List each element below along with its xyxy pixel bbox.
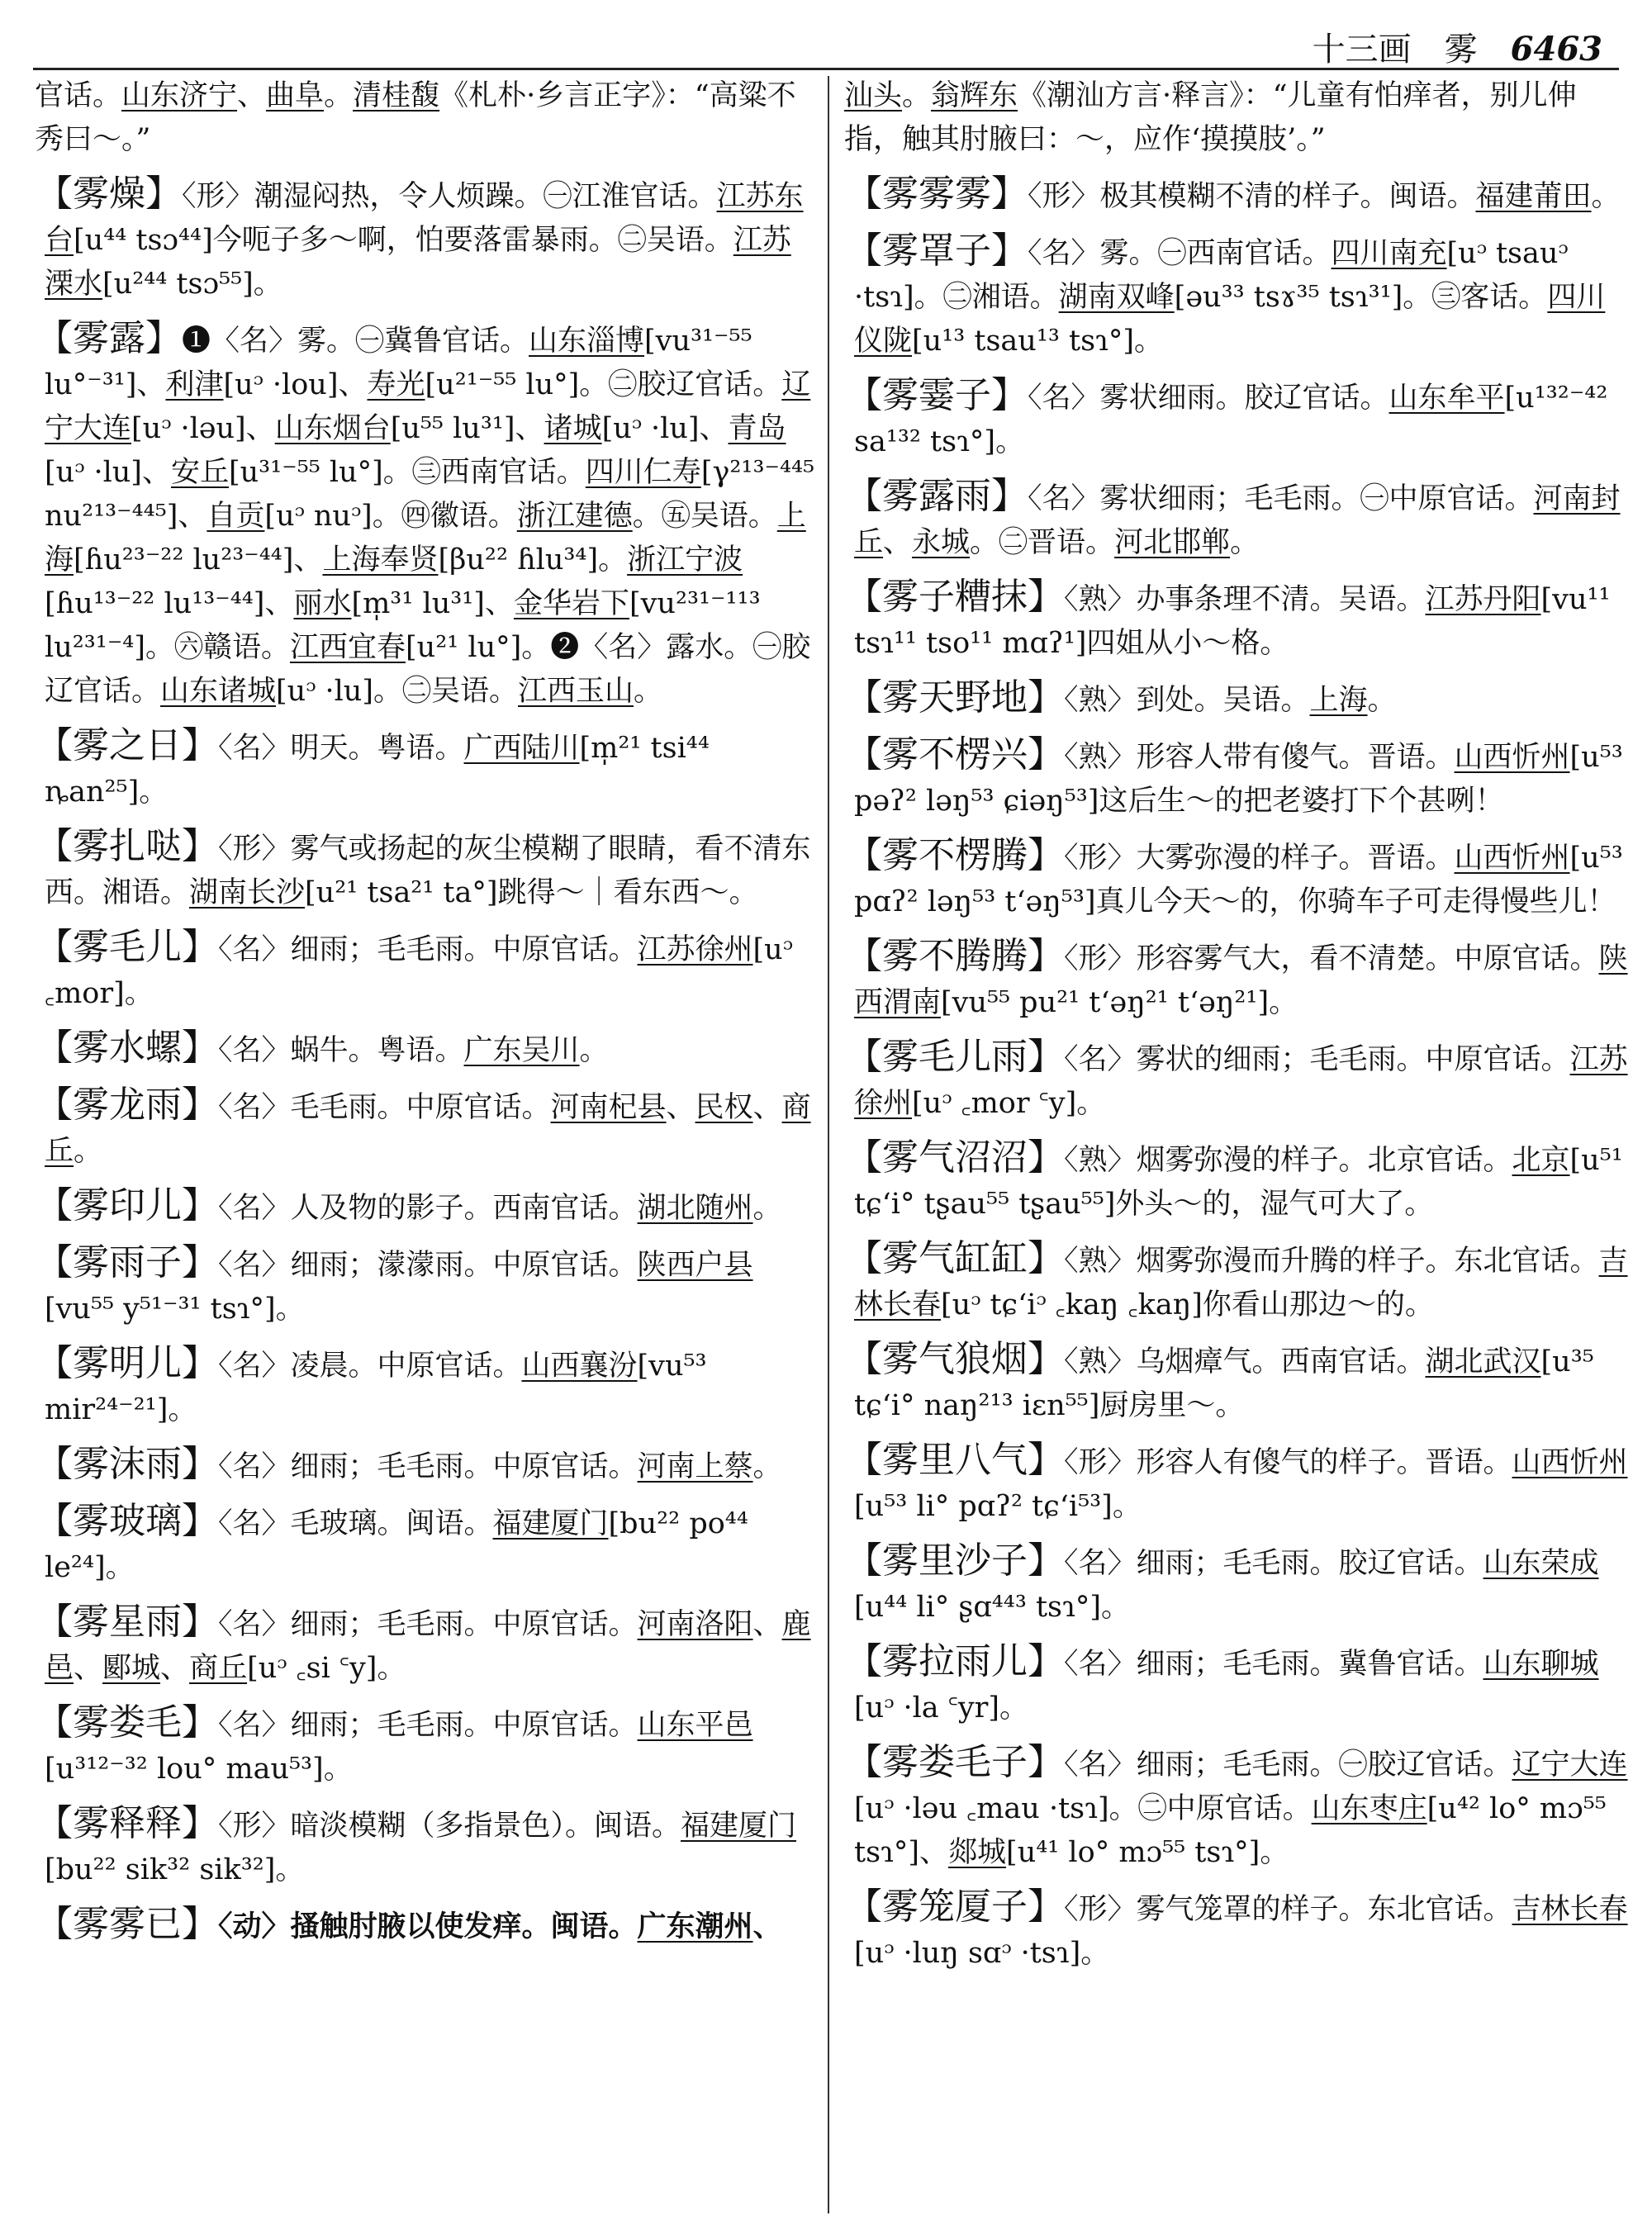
entry-text: 〈熟〉烟雾弥漫而升腾的样子。东北官话。: [1064, 1245, 1599, 1278]
entry-text: 〈名〉人及物的影子。西南官话。: [218, 1192, 638, 1225]
dictionary-entry: [35, 1701, 818, 1791]
headword: 【雾笼厦子】: [846, 1886, 1064, 1928]
headword: 【雾星雨】: [36, 1601, 218, 1643]
place-name: 金华岩下: [513, 587, 629, 620]
place-name: 山东济宁: [121, 79, 238, 112]
entry-text: [vu¹¹ tsɿ¹¹ tso¹¹ mɑʔ¹]四姐从小～格。: [854, 583, 1611, 660]
entry-text: 。: [324, 79, 354, 112]
left-column: [35, 74, 818, 1959]
place-name: 江西宜春: [290, 631, 406, 664]
entry-text: [u³¹²⁻³² lou° mau⁵³]。: [45, 1753, 353, 1786]
headword: 【雾里沙子】: [846, 1540, 1064, 1582]
entry-text: [uᵓ ·lu]。㊁吴语。: [276, 675, 518, 708]
entry-text: [u⁵³ pɑʔ² ləŋ⁵³ tʻəŋ⁵³]真儿今天～的，你骑车子可走得慢些儿！: [854, 842, 1623, 918]
entry-text: 〈名〉明天。粤语。: [218, 732, 464, 765]
place-name: 民权: [695, 1091, 753, 1124]
dictionary-entry: [35, 1801, 818, 1892]
dictionary-entry: [844, 172, 1629, 219]
entry-text: 、: [237, 79, 267, 112]
place-name: 商丘: [189, 1652, 248, 1685]
entry-text: 。㊁晋语。: [970, 526, 1115, 559]
entry-text: 、: [752, 1910, 782, 1943]
entry-text: [u¹³ tsau¹³ tsɿ°]。: [912, 325, 1164, 358]
dictionary-entry: [35, 172, 818, 306]
place-name: 山东枣庄: [1311, 1792, 1427, 1825]
page-number: 6463: [1510, 30, 1602, 69]
entry-text: 、: [752, 1091, 782, 1124]
entry-text: [uᵓ ꜀mor]。: [45, 933, 793, 1010]
place-name: 湖北随州: [637, 1192, 753, 1225]
entry-text: 〈名〉毛毛雨。中原官话。: [218, 1091, 551, 1124]
dictionary-entry: [844, 1236, 1629, 1327]
headword: 【雾水螺】: [36, 1027, 218, 1069]
entry-text: [vu³¹⁻⁵⁵ lu°⁻³¹]、: [45, 325, 752, 401]
headword: 【雾拉雨儿】: [846, 1640, 1064, 1682]
entry-text: [ɦu¹³⁻²² lu¹³⁻⁴⁴]、: [45, 587, 294, 620]
dictionary-entry: [844, 1639, 1629, 1730]
place-name: 河南上蔡: [637, 1450, 753, 1483]
headword: 【雾天野地】: [846, 676, 1064, 719]
entry-text: 〈名〉细雨；毛毛雨。中原官话。: [218, 1709, 638, 1742]
place-name: 广西陆川: [463, 732, 580, 765]
place-name: 郾城: [102, 1652, 161, 1685]
entry-text: 〈名〉蜗牛。粤语。: [218, 1034, 464, 1067]
entry-text: [u¹³²⁻⁴² sa¹³² tsɿ°]。: [854, 382, 1608, 458]
dictionary-entry: [844, 1885, 1629, 1976]
dictionary-entry: [844, 74, 1629, 162]
entry-text: ❶〈名〉雾。㊀冀鲁官话。: [182, 325, 529, 358]
entry-text: 〈形〉潮湿闷热，令人烦躁。㊀江淮官话。: [182, 180, 717, 213]
place-name: 寿光: [367, 368, 425, 401]
headword: 【雾毛儿】: [36, 926, 218, 968]
place-name: 湖北武汉: [1425, 1345, 1541, 1378]
entry-text: 〈熟〉到处。吴语。: [1064, 684, 1310, 717]
entry-text: 〈名〉细雨；毛毛雨。中原官话。: [218, 933, 638, 966]
entry-text: 。: [634, 675, 663, 708]
dictionary-entry: [35, 1083, 818, 1174]
headword: 【雾气狼烟】: [846, 1338, 1064, 1380]
place-name: 广东潮州: [637, 1910, 753, 1943]
place-name: 山西忻州: [1512, 1446, 1628, 1479]
entry-text: 〈形〉雾气或扬起的灰尘模糊了眼睛，看不清东西。湘语。: [45, 833, 811, 909]
place-name: 河南杞县: [550, 1091, 667, 1124]
entry-text: [ɦu²³⁻²² lu²³⁻⁴⁴]、: [74, 543, 323, 576]
entry-text: [u⁵⁵ lu³¹]、: [390, 412, 544, 445]
headword: 【雾明儿】: [36, 1342, 218, 1384]
entry-text: [u²¹⁻⁵⁵ lu°]。㊁胶辽官话。: [425, 368, 782, 401]
entry-text: [u⁴¹ lo° mɔ⁵⁵ tsɿ°]。: [1006, 1836, 1289, 1869]
entry-text: [uᵓ ꜀si ꜂y]。: [247, 1652, 406, 1685]
headword: 【雾不楞腾】: [846, 834, 1064, 876]
dictionary-entry: [844, 833, 1629, 924]
headword: 【雾气沼沼】: [846, 1136, 1064, 1179]
entry-text: [vu⁵³ mir²⁴⁻²¹]。: [45, 1350, 707, 1426]
place-name: 上海: [45, 500, 806, 576]
headword: 【雾露】: [36, 317, 182, 359]
entry-text: [uᵓ ·lou]、: [223, 368, 368, 401]
entry-text: 〈名〉雾。㊀西南官话。: [1028, 237, 1332, 270]
dictionary-entry: [35, 316, 818, 714]
entry-text: 〈形〉极其模糊不清的样子。闽语。: [1028, 180, 1476, 213]
dictionary-entry: [844, 1337, 1629, 1428]
place-name: 丽水: [293, 587, 352, 620]
headword: 【雾玻璃】: [36, 1500, 218, 1542]
headword: 【雾雾雾】: [846, 173, 1028, 215]
entry-text: 〈名〉细雨；毛毛雨。冀鲁官话。: [1064, 1648, 1483, 1681]
dictionary-entry: [35, 1902, 818, 1949]
entry-text: 、: [883, 526, 913, 559]
headword: 【雾娄毛子】: [846, 1741, 1064, 1783]
dictionary-entry: [844, 474, 1629, 565]
dictionary-entry: [844, 1539, 1629, 1630]
place-name: 北京: [1512, 1144, 1570, 1177]
dictionary-entry: [35, 1026, 818, 1073]
headword: 【雾雾已】: [36, 1903, 218, 1945]
place-name: 陕西渭南: [854, 942, 1628, 1019]
headword: 【雾露雨】: [846, 475, 1028, 517]
dictionary-entry: [35, 74, 818, 162]
dictionary-entry: [35, 925, 818, 1016]
entry-text: 、: [752, 1608, 782, 1641]
place-name: 江苏丹阳: [1425, 583, 1541, 616]
headword: 【雾罩子】: [846, 230, 1028, 272]
entry-text: [uᵓ tɕʻiᵓ ꜀kaŋ ꜀kaŋ]你看山那边～的。: [941, 1288, 1434, 1321]
entry-text: [u⁵³ li° pɑʔ² tɕʻi⁵³]。: [854, 1490, 1142, 1523]
entry-text: [βu²² ɦlu³⁴]。: [438, 543, 628, 576]
entry-text: 。: [1367, 684, 1397, 717]
entry-text: [uᵓ ꜀mor ꜂y]。: [912, 1087, 1106, 1120]
dictionary-entry: [844, 1136, 1629, 1226]
column-divider: [828, 76, 829, 2213]
entry-text: 〈名〉凌晨。中原官话。: [218, 1350, 522, 1383]
headword: 【雾雨子】: [36, 1241, 218, 1283]
right-column: [844, 74, 1629, 1986]
entry-text: 〈熟〉乌烟瘴气。西南官话。: [1064, 1345, 1426, 1378]
place-name: 山西忻州: [1454, 842, 1570, 875]
headword: 【雾不楞兴】: [846, 733, 1064, 776]
dictionary-entry: [35, 1241, 818, 1331]
dictionary-entry: [844, 1035, 1629, 1126]
place-name: 四川南充: [1331, 237, 1447, 270]
entry-text: [uᵓ nuᵓ]。㊃徽语。: [264, 500, 517, 533]
headword: 【雾子糟抹】: [846, 576, 1064, 618]
place-name: 郯城: [948, 1836, 1007, 1869]
place-name: 河北邯郸: [1114, 526, 1231, 559]
place-name: 山东牟平: [1389, 382, 1505, 415]
section-label: 十三画 雾: [1312, 31, 1478, 69]
place-name: 四川仁寿: [585, 456, 701, 489]
entry-text: 〈名〉细雨；毛毛雨。㊀胶辽官话。: [1064, 1748, 1512, 1782]
place-name: 清桂馥: [353, 79, 440, 112]
entry-text: 《札朴·乡言正字》：“高粱不秀曰～。”: [35, 79, 796, 156]
entry-text: 〈形〉暗淡模糊（多指景色）。闽语。: [218, 1810, 681, 1843]
entry-text: [vu⁵⁵ y⁵¹⁻³¹ tsɿ°]。: [45, 1293, 305, 1326]
dictionary-entry: [844, 733, 1629, 823]
entry-text: 。: [579, 1034, 609, 1067]
entry-text: [uᵓ ·lu]、: [45, 456, 171, 489]
entry-text: [u²¹ lu°]。❷〈名〉露水。㊀胶辽官话。: [45, 631, 811, 708]
dictionary-entry: [844, 1438, 1629, 1529]
place-name: 翁辉东: [931, 79, 1018, 112]
entry-text: 〈形〉雾气笼罩的样子。东北官话。: [1064, 1893, 1512, 1926]
entry-text: [vu⁵⁵ pu²¹ tʻəŋ²¹ tʻəŋ²¹]。: [941, 986, 1298, 1019]
dictionary-entry: [844, 229, 1629, 363]
headword: 【雾扎哒】: [36, 825, 218, 867]
entry-text: [uᵓ ·ləu]、: [131, 412, 275, 445]
page-header: [1313, 23, 1602, 70]
header-rule: [33, 68, 1619, 70]
entry-text: 〈熟〉烟雾弥漫的样子。北京官话。: [1064, 1144, 1512, 1177]
entry-text: 。: [752, 1450, 782, 1483]
entry-text: 〈熟〉办事条理不清。吴语。: [1064, 583, 1426, 616]
entry-text: 〈名〉雾状细雨。胶辽官话。: [1028, 382, 1389, 415]
entry-text: 〈名〉细雨；毛毛雨。胶辽官话。: [1064, 1547, 1483, 1580]
entry-text: 。: [752, 1192, 782, 1225]
place-name: 吉林长春: [854, 1245, 1628, 1321]
entry-text: 〈形〉形容雾气大，看不清楚。中原官话。: [1064, 942, 1599, 975]
place-name: 四川仪陇: [854, 281, 1606, 358]
entry-text: 〈形〉形容人有傻气的样子。晋语。: [1064, 1446, 1512, 1479]
dictionary-entry: [844, 1740, 1629, 1875]
place-name: 安丘: [170, 456, 229, 489]
entry-text: [uᵓ ·lu]、: [601, 412, 729, 445]
entry-text: [vu²³¹⁻¹¹³ lu²³¹⁻⁴]。㊅赣语。: [45, 587, 761, 664]
entry-text: [u³¹⁻⁵⁵ lu°]。㊂西南官话。: [228, 456, 586, 489]
place-name: 上海奉贤: [322, 543, 439, 576]
entry-text: [u⁴⁴ li° ʂɑ⁴⁴³ tsɿ°]。: [854, 1591, 1131, 1624]
entry-text: [uᵓ tsauᵓ ·tsɿ]。㊁湘语。: [854, 237, 1569, 314]
entry-text: 《潮汕方言·释言》：“儿童有怕痒者，别儿伸指，触其肘腋曰：～，应作‘摸摸肢’。”: [844, 79, 1577, 156]
place-name: 商丘: [45, 1091, 811, 1168]
headword: 【雾释释】: [36, 1802, 218, 1844]
place-name: 湖南长沙: [189, 876, 306, 909]
headword: 【雾霎子】: [846, 374, 1028, 416]
place-name: 福建厦门: [492, 1507, 609, 1540]
entry-text: 〈形〉大雾弥漫的样子。晋语。: [1064, 842, 1455, 875]
entry-text: 〈名〉毛玻璃。闽语。: [218, 1507, 493, 1540]
entry-text: 。: [902, 79, 932, 112]
headword: 【雾里八气】: [846, 1439, 1064, 1481]
place-name: 山东烟台: [274, 412, 391, 445]
place-name: 江苏东台: [45, 180, 804, 257]
entry-text: 〈动〉搔触肘腋以使发痒。闽语。: [218, 1910, 638, 1943]
dictionary-entry: [35, 1600, 818, 1691]
place-name: 河南洛阳: [637, 1608, 753, 1641]
place-name: 辽宁大连: [45, 368, 811, 445]
place-name: 鹿邑: [45, 1608, 811, 1685]
place-name: 山西襄汾: [521, 1350, 638, 1383]
entry-text: 。: [1591, 180, 1621, 213]
entry-text: 〈名〉雾状的细雨；毛毛雨。中原官话。: [1064, 1043, 1570, 1076]
entry-text: [u⁵³ pəʔ² ləŋ⁵³ ɕiəŋ⁵³]这后生～的把老婆打下个甚咧！: [854, 741, 1623, 818]
dictionary-entry: [35, 1341, 818, 1432]
place-name: 浙江宁波: [627, 543, 743, 576]
entry-text: 、: [666, 1091, 695, 1124]
dictionary-entry: [35, 1442, 818, 1489]
dictionary-entry: [35, 724, 818, 814]
place-name: 江西玉山: [518, 675, 634, 708]
entry-text: 〈名〉细雨；濛濛雨。中原官话。: [218, 1249, 638, 1282]
headword: 【雾毛儿雨】: [846, 1036, 1064, 1078]
place-name: 诸城: [544, 412, 602, 445]
entry-text: 〈熟〉形容人带有傻气。晋语。: [1064, 741, 1455, 774]
entry-text: [u⁴² lo° mɔ⁵⁵ tsɿ°]、: [854, 1792, 1607, 1869]
place-name: 江苏徐州: [637, 933, 753, 966]
headword: 【雾娄毛】: [36, 1701, 218, 1744]
headword: 【雾不腾腾】: [846, 935, 1064, 977]
entry-text: 〈名〉细雨；毛毛雨。中原官话。: [218, 1450, 638, 1483]
place-name: 河南封丘: [854, 482, 1621, 559]
entry-text: 〈名〉雾状细雨；毛毛雨。㊀中原官话。: [1028, 482, 1534, 515]
place-name: 山西忻州: [1454, 741, 1570, 774]
place-name: 山东平邑: [637, 1709, 753, 1742]
place-name: 山东荣成: [1483, 1547, 1599, 1580]
place-name: 江苏溧水: [45, 224, 791, 301]
place-name: 广东吴川: [463, 1034, 580, 1067]
place-name: 辽宁大连: [1512, 1748, 1628, 1782]
dictionary-entry: [844, 575, 1629, 666]
entry-text: [m̩³¹ lu³¹]、: [351, 587, 514, 620]
place-name: 青岛: [728, 412, 786, 445]
place-name: 山东淄博: [529, 325, 645, 358]
dictionary-entry: [35, 1184, 818, 1231]
place-name: 福建莆田: [1475, 180, 1592, 213]
place-name: 永城: [912, 526, 971, 559]
entry-text: [u²⁴⁴ tsɔ⁵⁵]。: [102, 268, 282, 301]
headword: 【雾印儿】: [36, 1184, 218, 1226]
entry-text: [əu³³ tsɤ³⁵ tsɿ³¹]。㊂客话。: [1174, 281, 1548, 314]
entry-text: [u⁴⁴ tsɔ⁴⁴]今呃子多～啊，怕要落雷暴雨。㊁吴语。: [74, 224, 733, 257]
entry-text: [u³⁵ tɕʻi° naŋ²¹³ iɛn⁵⁵]厨房里～。: [854, 1345, 1594, 1422]
entry-text: [m̩²¹ tsi⁴⁴ ȵan²⁵]。: [45, 732, 710, 809]
entry-text: [uᵓ ·ləu ꜀mau ·tsɿ]。㊁中原官话。: [854, 1792, 1312, 1825]
entry-text: 官话。: [35, 79, 122, 112]
headword: 【雾之日】: [36, 724, 218, 766]
place-name: 湖南双峰: [1058, 281, 1175, 314]
place-name: 利津: [165, 368, 224, 401]
entry-text: 。: [74, 1135, 103, 1168]
place-name: 曲阜: [266, 79, 325, 112]
entry-text: 。: [1230, 526, 1260, 559]
entry-text: [u⁵¹ tɕʻi° tʂau⁵⁵ tʂau⁵⁵]外头～的，湿气可大了。: [854, 1144, 1623, 1221]
place-name: 自贡: [206, 500, 265, 533]
place-name: 江苏徐州: [854, 1043, 1628, 1120]
place-name: 吉林长春: [1512, 1893, 1628, 1926]
headword: 【雾龙雨】: [36, 1084, 218, 1126]
entry-text: [uᵓ ·luŋ sɑᵓ ·tsɿ]。: [854, 1937, 1110, 1970]
entry-text: [bu²² po⁴⁴ le²⁴]。: [45, 1507, 748, 1584]
entry-text: 〈名〉细雨；毛毛雨。中原官话。: [218, 1608, 638, 1641]
entry-text: [bu²² sik³² sik³²]。: [45, 1853, 305, 1886]
entry-text: 。㊄吴语。: [632, 500, 777, 533]
entry-text: [uᵓ ·la ꜂yr]。: [854, 1691, 1029, 1725]
entry-text: 、: [160, 1652, 190, 1685]
dictionary-entry: [844, 934, 1629, 1025]
entry-text: [γ²¹³⁻⁴⁴⁵ nu²¹³⁻⁴⁴⁵]、: [45, 456, 815, 533]
entry-text: 、: [74, 1652, 103, 1685]
place-name: 上海: [1309, 684, 1368, 717]
place-name: 福建厦门: [681, 1810, 797, 1843]
place-name: 汕头: [844, 79, 903, 112]
dictionary-entry: [35, 824, 818, 915]
place-name: 陕西户县: [637, 1249, 753, 1282]
headword: 【雾沫雨】: [36, 1443, 218, 1485]
headword: 【雾燥】: [36, 173, 182, 215]
dictionary-entry: [844, 676, 1629, 723]
place-name: 山东聊城: [1483, 1648, 1599, 1681]
place-name: 山东诸城: [160, 675, 277, 708]
dictionary-entry: [35, 1499, 818, 1590]
headword: 【雾气缸缸】: [846, 1237, 1064, 1279]
place-name: 浙江建德: [516, 500, 633, 533]
dictionary-entry: [844, 373, 1629, 464]
entry-text: [u²¹ tsa²¹ ta°]跳得～｜看东西～。: [305, 876, 758, 909]
